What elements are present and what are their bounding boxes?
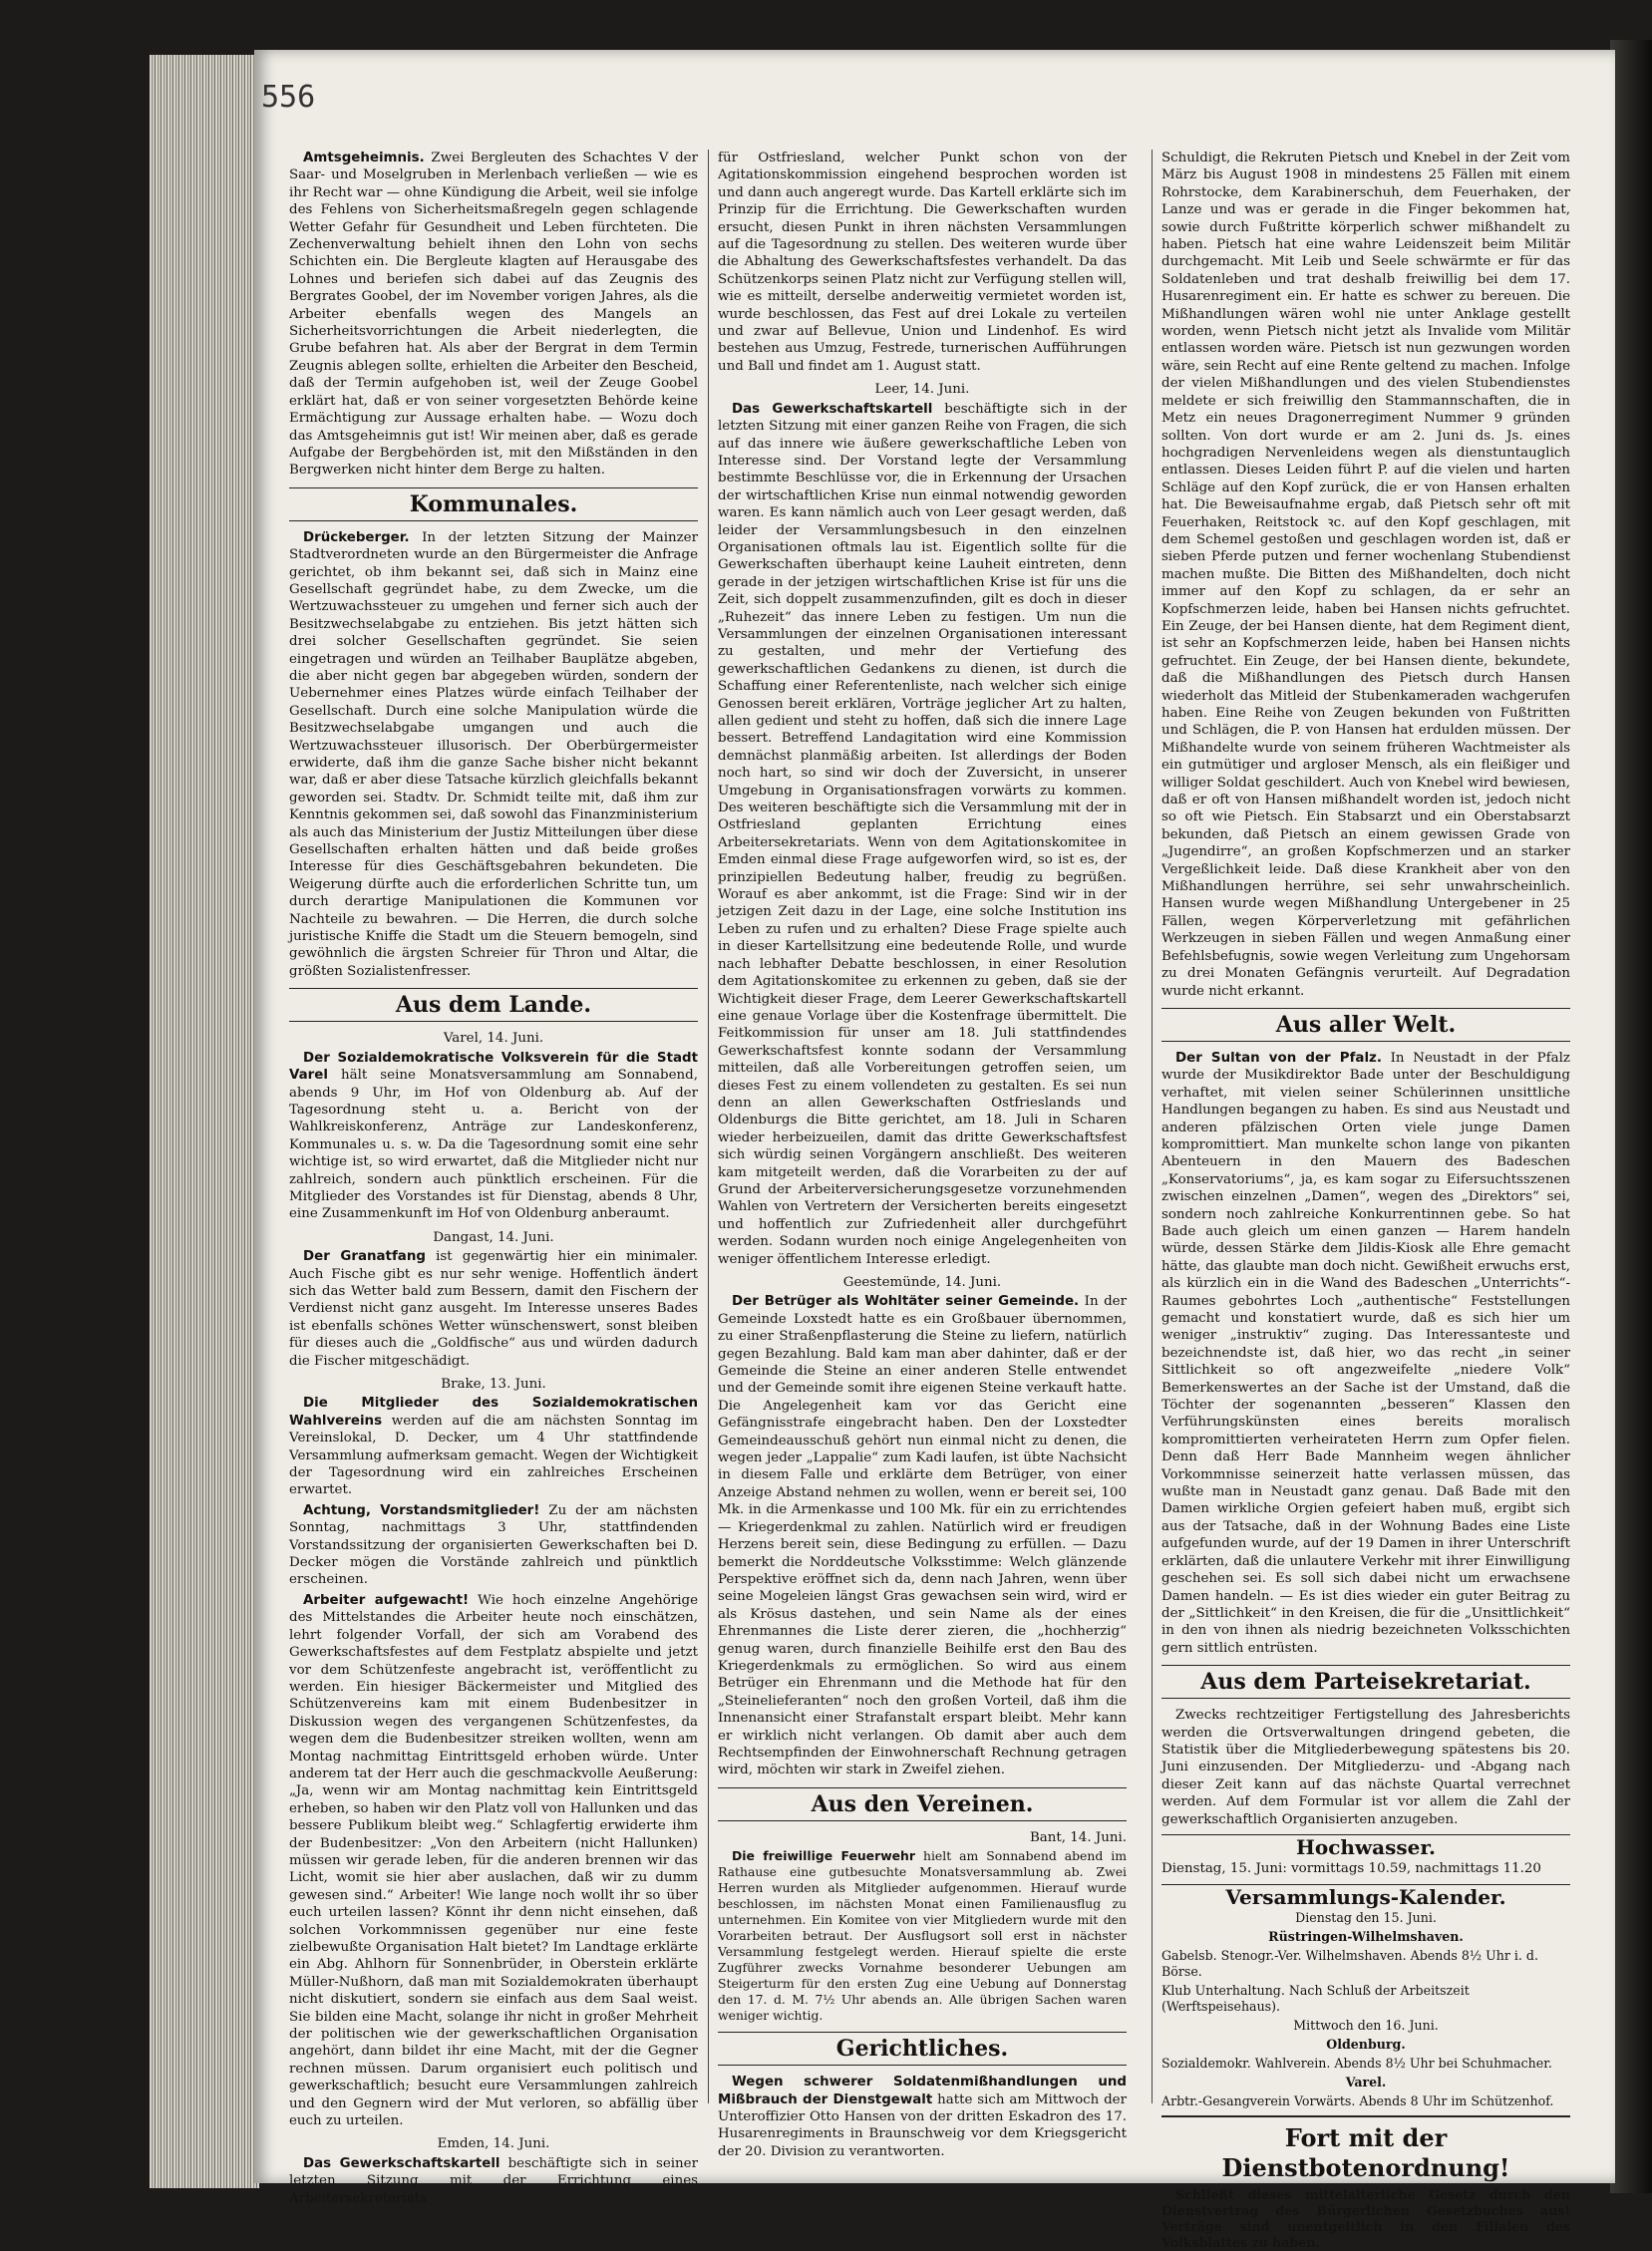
section-heading-gerichtliches: Gerichtliches. (718, 2032, 1127, 2066)
banner-heading: Fort mit der Dienstbotenordnung! (1161, 2115, 1570, 2183)
article-brake (289, 1395, 698, 1498)
article-text: hält seine Monatsversammlung am Sonnabend, abends 9 Uhr, im Hof von Oldenburg ab. Auf der Tagesordnung steht u. a. Bericht von der Wahlkreiskonferenz, Anträge zur Landeskonferenz, Kommunales u. s. w. Da die Tagesordnung somit eine sehr wichtige ist, so wird erwartet, daß die Mitglieder nicht nur zahlreich, sondern auch pünktlich erscheinen. Für die Mitglieder des Vorstandes ist für Dienstag, abends 8 Uhr, eine Zusammenkunft im Hof von Oldenburg anberaumt. (289, 1068, 698, 1222)
article-text: In Neustadt in der Pfalz wurde der Musikdirektor Bade unter der Beschuldigung verhaftet, mit vielen seiner Schülerinnen unsittliche Handlungen begangen zu haben. Es sind aus Neustadt und anderen pfälzischen Orten viele junge Damen kompromittiert. Man munkelte schon lange von pikanten Abenteuern in den Mauern des Badeschen „Konservatoriums“, ja, es kam sogar zu Eifersuchtsszenen zwischen einzelnen „Damen“, wegen des „Direktors“ sei, sondern noch zahlreiche Konkurrentinnen gebe. So hat Bade auch gleich um einen ganzen — Harem handeln würde, dessen Stärke dem Jildis-Kiosk alle Ehre gemacht hätte, das glaubte man doch nicht. Gewißheit erwuchs erst, als kürzlich ein in die Wand des Badeschen „Unterrichts“-Raumes gebohrtes Loch „authentische“ Feststellungen gemacht und konstatiert wurde, daß es sich hier um weniger „instruktiv“ zuging. Das Interessanteste und bezeichnendste ist, daß hier, wo das recht „in seiner Sittlichkeit so oft angezweifelte „niedere Volk“ Bemerkenswertes an der Sache ist der Umstand, daß die Töchter der sogenannten „besseren“ Klassen den Verführungskünsten eines bereits moralisch kompromittierten verheirateten Herrn zum Opfer fielen. Denn daß Herr Bade Mannheim wegen ähnlicher Vorkommnisse seinerzeit hatte verlassen müssen, das wußte man in Neustadt ganz genau. Daß Bade mit den Damen wirkliche Orgien gefeiert haben muß, ergibt sich aus der Tatsache, daß in der Wohnung Bades eine Liste aufgefunden wurde, auf der 19 Damen in ihrer Unterschrift erklärten, daß die unlautere Verkehr mit ihrer Einwilligung geschehen sei. Es soll sich dabei nicht um erwachsene Damen handeln. — Es ist dies wieder ein guter Beitrag zu der „Sittlichkeit“ in den Kreisen, die für die „Unsittlichkeit“ in den von ihnen als niedrig bezeichneten Volksschichten gern sittlich entrüsten. (1161, 1050, 1570, 1656)
article-text: hatte sich am Mittwoch der Unteroffizier Otto Hansen von der dritten Eskadron des 17. Husarenregiments in Braunschweig vor dem Kriegsgericht der 20. Division zu verantworten. (718, 2091, 1127, 2159)
column-rule (1152, 150, 1153, 2103)
calendar-line: Rüstringen-Wilhelmshaven. (1268, 1929, 1464, 1945)
dateline: Geestemünde, 14. Juni. (842, 1275, 1002, 1290)
article-text: In der letzten Sitzung der Mainzer Stadtverordneten wurde an den Bürgermeister die Anfrage gerichtet, ob ihm bekannt sei, daß sich in Mainz eine Gesellschaft gegründet habe, zu dem Zwecke, um die Wertzuwachssteuer zu umgehen und ferner sich auch der Besitzwechselabgabe zu entziehen. Bis jetzt hätten sich drei solcher Gesellschaften gegründet. Sie seien eingetragen und würden an Teilhaber Bauplätze abgeben, die aber nicht gegen bar abgegeben würden, sondern der Uebernehmer eines Platzes würde einfach Teilhaber der Gesellschaft. Durch eine solche Manipulation würde die Besitzwechselabgabe umgangen und auch die Wertzuwachssteuer illusorisch. Der Oberbürgermeister erwiderte, daß ihm die ganze Sache bisher nicht bekannt war, daß er aber diese Tatsache kürzlich gleichfalls bekannt geworden sei. Stadtv. Dr. Schmidt teilte mit, daß ihm zur Kenntnis gekommen sei, daß sowohl das Finanzministerium als auch das Ministerium der Justiz Mitteilungen über diese Gesellschaften erhalten hätten und daß beide großes Interesse für dies Geschäftsgebahren bekundeten. Die Weigerung dürfte auch die erforderlichen Schritte tun, um durch derartige Manipulationen die Kommunen vor Nachteile zu bewahren. — Die Herren, die durch solche juristische Kniffe die Stadt um die Steuern bemogeln, sind gewöhnlich die ärgsten Schreier für Thron und Altar, die größten Sozialistenfresser. (289, 529, 698, 979)
article-title: Das Gewerkschaftskartell (303, 2155, 500, 2171)
article-text: In der Gemeinde Loxstedt hatte es ein Großbauer übernommen, zu einer Straßenpflasterung die Steine zu liefern, natürlich gegen Bezahlung. Bald kam man aber dahinter, daß er der Gemeinde die Steine an einer anderen Stelle entwendet und der Gemeinde somit ihre eigenen Steine verkauft hatte. Die Angelegenheit kam vor das Gericht eine Gefängnisstrafe eingebracht haben. Den der Loxstedter Gemeindeausschuß gehört nun einmal nicht zu denen, die wegen jeder „Lappalie“ zum Kadi laufen, ist übte Nachsicht in diesem Falle und erklärte dem Betrüger, von einer Anzeige Abstand nehmen zu wollen, wenn er bereit sei, 100 Mk. in die Armenkasse und 100 Mk. für ein zu errichtendes — Kriegerdenkmal zu zahlen. Natürlich wird er freudigen Herzens bereit sein, diese Bedingung zu erfüllen. — Dazu bemerkt die Norddeutsche Volksstimme: Welch glänzende Perspektive eröffnet sich da, denn nach Jahren, wenn über seine Mogeleien längst Gras gewachsen sein wird, wird er als Krösus dastehen, und sein Name als der eines Ehrenmannes die Liste derer zieren, die „hochherzig“ genug waren, durch finanzielle Beihilfe erst den Bau des Kriegerdenkmals zu ermöglichen. So wird aus einem Betrüger ein Ehrenmann und die Methode hat für den „Steinelieferanten“ noch den großen Vorteil, daß ihm die Innenansicht einer Strafanstalt erspart bleibt. Mehr kann er wirklich nicht verlangen. Ob damit aber auch dem Rechtsempfinden der Einwohnerschaft Rechnung getragen wird, möchten wir stark in Zweifel ziehen. (718, 1294, 1127, 1778)
article-title: Der Sultan von der Pfalz. (1175, 1050, 1382, 1066)
article-text: ist gegenwärtig hier ein minimaler. Auch Fische gibt es nur sehr wenige. Hoffentlich ändert sich das Wetter bald zum Bessern, damit den Fischern der Verdienst nicht ganz ausgeht. Im Interesse unseres Bades ist ebenfalls schönes Wetter wünschenswert, sonst bleiben für dieses auch die „Goldfische“ aus und würden dadurch die Fischer mitgeschädigt. (289, 1249, 698, 1369)
article-title: Arbeiter aufgewacht! (303, 1592, 470, 1608)
article-title: Der Sozialdemokratische Volksverein für die Stadt Varel (289, 1050, 698, 1084)
article-title: Wegen schwerer Soldatenmißhandlungen und Mißbrauch der Dienstgewalt (718, 2075, 1127, 2107)
calendar-line: Varel. (1345, 2075, 1387, 2090)
article-text: Zu der am nächsten Sonntag, nachmittags 3 Uhr, stattfindenden Vorstandssitzung der organisierten Gewerkschaften bei D. Decker mögen die Vorstände zahlreich und pünktlich erscheinen. (289, 1502, 699, 1588)
article-drueckeberger (289, 529, 698, 981)
article-bant (718, 1848, 1127, 2024)
article-text: werden auf die am nächsten Sonntag im Vereinslokal, D. Decker, um 4 Uhr stattfindende Versammlung aufmerksam gemacht. Wegen der Wichtigkeit der Tagesordnung wird ein zahlreiches Erscheinen erwartet. (289, 1413, 698, 1498)
article-varel (289, 1050, 698, 1223)
article-sultan (1161, 1050, 1570, 1657)
banner-text: Schließt dieses mittelalterliche Gesetz durch den Dienstvertrag des Bürgerlichen Gesetzbuches aus! Verträge sind unentgeltlich in den Filialen des Volksblattes zu haben. (1161, 2187, 1570, 2251)
article-text: Zwei Bergleuten des Schachtes V der Saar- und Moselgruben in Merlenbach verließen — wie es ihr Recht war — ohne Kündigung die Arbeit, weil sie infolge des Fehlens von Sicherheitsmaßregeln gegen schlagende Wetter Gefahr für Gesundheit und Leben fürchteten. Die Zechenverwaltung behielt ihnen den Lohn von sechs Schichten ein. Die Bergleute klagten auf Herausgabe des Lohnes und beriefen sich dabei auf das Zeugnis des Bergrates Goobel, der im November vorigen Jahres, als die Arbeiter ebenfalls wegen des Mangels an Sicherheitsvorrichtungen die Arbeit niederlegten, die Grube befahren hat. Als aber der Bergrat in dem Termin Zeugnis ablegen sollte, erhielten die Arbeiter den Bescheid, daß der Termin aufgehoben ist, weil der Zeuge Goobel erklärt hat, daß er von seiner vorgesetzten Behörde keine Ermächtigung zur Aussage erhalten habe. — Wozu doch das Amtsgeheimnis gut ist! Wir meinen aber, daß es gerade Aufgabe der Bergbehörden ist, mit den Mißständen in den Bergwerken nicht hinter dem Berge zu halten. (289, 151, 698, 479)
section-heading-lande: Aus dem Lande. (289, 988, 698, 1022)
calendar-line: Klub Unterhaltung. Nach Schluß der Arbeitszeit (Werftspeisehaus). (1161, 1983, 1470, 2015)
column-2 (718, 150, 1127, 2159)
article-amtsgeheimnis (289, 150, 698, 480)
dateline: Bant, 14. Juni. (1029, 1829, 1127, 1845)
calendar-heading: Versammlungs-Kalender. (1161, 1884, 1570, 1906)
section-heading-vereinen: Aus den Vereinen. (718, 1787, 1127, 1821)
article-title: Drückeberger. (303, 529, 410, 545)
hochwasser-heading: Hochwasser. (1161, 1834, 1570, 1856)
dateline: Emden, 14. Juni. (437, 2136, 550, 2152)
article-title: Der Granatfang (303, 1249, 426, 1265)
article-arbeiter (289, 1592, 698, 2130)
column-1 (289, 150, 699, 2206)
article-achtung (289, 1502, 698, 1589)
article-title: Die freiwillige Feuerwehr (732, 1848, 915, 1864)
hochwasser-text: Dienstag, 15. Juni: vormittags 10.59, nachmittags 11.20 (1161, 1861, 1541, 1877)
calendar-line: Dienstag den 15. Juni. (1295, 1910, 1437, 1926)
article-emden (289, 2155, 698, 2207)
dateline: Dangast, 14. Juni. (433, 1229, 554, 1245)
dateline: Varel, 14. Juni. (443, 1031, 544, 1047)
article-title: Die Mitglieder des Sozialdemokratischen Wahlvereins (289, 1396, 698, 1429)
article-continuation: Schuldigt, die Rekruten Pietsch und Knebel in der Zeit vom März bis August 1908 in mindestens 25 Fällen mit einem Rohrstocke, dem Karabinerschuh, dem Feuerhaken, der Lanze und was er gerade in die Finger bekommen hat, sowie durch Fußtritte körperlich schwer mißhandelt zu haben. Pietsch hat eine wahre Leidenszeit beim Militär durchgemacht. Mit Leib und Seele schwärmte er für das Soldatenleben und trat deshalb freiwillig bei dem 17. Husarenregiment ein. Er hatte es schwer zu bereuen. Die Mißhandlungen wären wohl nie unter Anklage gestellt worden, wenn Pietsch nicht jetzt als Invalide vom Militär entlassen worden wäre. Pietsch ist nun gezwungen worden wäre, sein Recht auf eine Rente geltend zu machen. Infolge der vielen Mißhandlungen und des vielen Stubendienstes meldete er sich freiwillig den Stammannschaften, die in Metz ein neues Dragonerregiment Nummer 9 gründen sollten. Von dort wurde er am 2. Juni ds. Js. eines hochgradigen Nervenleidens wegen als dienstuntauglich entlassen. Dieses Leiden führt P. auf die vielen und harten Schläge auf den Kopf zurück, die er von Hansen erhalten hat. Die Beweisaufnahme ergab, daß Pietsch sehr oft mit Feuerhaken, Reitstock ꝛc. auf den Kopf geschlagen, mit dem Schemel gestoßen und geschlagen worden ist, daß er sieben Pferde putzen und ferner wochenlang Stubendienst machen mußte. Die Bitten des Mißhandelten, doch nicht immer auf den Kopf zu schlagen, da er sehr an Kopfschmerzen leide, haben bei Hansen nichts gefruchtet. Ein Zeuge, der bei Hansen diente, hat dem Regiment dient, ist sehr an Kopfschmerzen leide, haben bei Hansen nichts gefruchtet. Ein Zeuge, der bei Hansen diente, bekundete, daß die Mißhandlungen des Pietsch durch Hansen wiederholt das Mitleid der Stubenkameraden wachgerufen haben. Eine Reihe von Zeugen bekunden von Fußtritten und Schlägen, die P. von Hansen hat erdulden müssen. Der Mißhandelte wurde von seinem früheren Wachtmeister als ein gutmütiger und argloser Mensch, als ein fleißiger und williger Soldat geschildert. Auch von Knebel wird bewiesen, daß er oft von Hansen mißhandelt worden ist, jedoch nicht so oft wie Pietsch. Ein Stabsarzt und ein Oberstabsarzt bekunden, daß Pietsch an einem gewissen Grade von „Jugendirre“, an großen Kopfschmerzen und an starker Vergeßlichkeit leide. Daß diese Krankheit aber von den Mißhandlungen herrühre, sei sehr unwahrscheinlich. Hansen wurde wegen Mißhandlung Untergebener in 25 Fällen, wegen Körperverletzung mit gefährlichen Werkzeugen in sieben Fällen und wegen Anmaßung einer Befehlsbefugnis, sowie wegen Verleitung zum Ungehorsam zu drei Monaten Gefängnis verurteilt. Auf Degradation wurde nicht erkannt. (1161, 151, 1570, 999)
article-continuation: für Ostfriesland, welcher Punkt schon von der Agitationskommission eingehend besprochen worden ist und dann auch angeregt wurde. Das Kartell erklärte sich im Prinzip für die Errichtung. Die Gewerkschaften wurden ersucht, diesen Punkt in ihren nächsten Versammlungen auf die Tagesordnung zu stellen. Des weiteren wurde über die Abhaltung des Gewerkschaftsfestes verhandelt. Da das Schützenkorps seinen Platz nicht zur Verfügung stellen will, wie es mitteilt, derselbe anderweitig vermietet worden ist, wurde beschlossen, das Fest auf drei Lokale zu verteilen und zwar auf Bellevue, Union und Lindenhof. Es wird bestehen aus Umzug, Festrede, turnerischen Aufführungen und Ball und findet am 1. August statt. (718, 151, 1127, 374)
article-parteisekretariat: Zwecks rechtzeitiger Fertigstellung des Jahresberichts werden die Ortsverwaltungen dringend gebeten, die Statistik über die Mitgliederbewegung spätestens bis 20. Juni einzusenden. Der Mitgliederzu- und -Abgang nach dieser Zeit kann auf das nächste Quartal verrechnet werden. Auf dem Formular ist vor allem die Zahl der gewerkschaftlich Organisierten anzugeben. (1161, 1708, 1570, 1827)
article-geestemuende (718, 1293, 1127, 1778)
calendar-line: Mittwoch den 16. Juni. (1293, 2018, 1439, 2034)
article-text: Wie hoch einzelne Angehörige des Mittelstandes die Arbeiter heute noch einschätzen, lehrt folgender Vorfall, der sich am Vorabend des Gewerkschaftsfestes auf dem Festplatz abspielte und jetzt vor dem Schützenfeste angebracht ist, veröffentlicht zu werden. Ein hiesiger Bäckermeister und Mitglied des Schützenvereins kam mit einem Budenbesitzer in Diskussion wegen des vergangenen Schützenfestes, da wegen dem die Budenbesitzer streiken wollten, wenn am Montag nachmittag Eintrittsgeld erhoben würde. Unter anderem tat der Herr auch die geschmackvolle Aeußerung: „Ja, wenn wir am Montag nachmittag kein Eintrittsgeld erheben, so haben wir den Platz voll von Hallunken und das bessere Publikum bleibt weg.“ Schlagfertig erwiderte ihm der Budenbesitzer: „Von den Arbeitern (nicht Hallunken) müssen wir gerade leben, für die anderen brennen wir das Licht, womit sie hier aber auslachen, daß wir zu dumm gewesen sind.“ Arbeiter! Wie lange noch wollt ihr so über euch urteilen lassen? Könnt ihr denn nicht einsehen, daß solchen Vorkommnissen gegenüber nur eine feste zielbewußte Organisation Halt bietet? Im Landtage erklärte ein Abg. Ahlhorn für Sonnenbrüder, in Oberstein erklärte Müller-Nußhorn, daß man mit Sozialdemokraten überhaupt nicht diskutiert, sondern sie einfach aus dem Saal weist. Sie bilden eine Macht, solange ihr nicht in großer Mehrheit der politischen wie der gewerkschaftlichen Organisation angehört, dann bildet ihr eine Macht, mit der die Gegner rechnen müssen. Darum organisiert euch politisch und gewerkschaftlich; besucht eure Versammlungen zahlreich und den Gegnern wird der Mut verloren, so abfällig über euch zu urteilen. (289, 1592, 698, 2129)
section-heading-kommunales: Kommunales. (289, 487, 698, 521)
article-title: Das Gewerkschaftskartell (732, 401, 933, 417)
column-rule (708, 150, 709, 2103)
calendar-line: Oldenburg. (1326, 2037, 1406, 2053)
dateline: Brake, 13. Juni. (441, 1377, 546, 1392)
article-title: Amtsgeheimnis. (303, 151, 425, 165)
article-leer (718, 401, 1127, 1268)
article-text: beschäftigte sich in der letzten Sitzung mit einer ganzen Reihe von Fragen, die sich auf das innere wie äußere gewerkschaftliche Leben von Interesse sind. Der Vorstand legte der Versammlung bestimmte Beschlüsse vor, die in Erkennung der Ursachen der wirtschaftlichen Krise nun einmal notwendig geworden waren. Es kann nämlich auch von Leer gesagt werden, daß leider der Versammlungsbesuch in den einzelnen Organisationen oftmals lau ist. Eigentlich sollte für die Gewerkschaften überhaupt keine Lauheit eintreten, denn gerade in der jetzigen wirtschaftlichen Krise ist für uns die Zeit, sich doppelt zusammenzufinden, gilt es doch in dieser „Ruhezeit“ das innere Leben zu festigen. Um nun die Versammlungen der einzelnen Organisationen interessant zu gestalten, und mehr der Vertiefung des gewerkschaftlichen Gedankens zu dienen, ist durch die Schaffung einer Referentenliste, nach welcher sich einige Genossen bereit erklären, Vorträge jeglicher Art zu halten, allen gedient und steht zu hoffen, daß sich die innere Lage bessert. Betreffend Landagitation wird eine Kommission demnächst planmäßig arbeiten. Ist allerdings der Boden noch hart, so sind wir doch der Zuversicht, in unserer Umgebung in Organisationsfragen vorwärts zu kommen. Des weiteren beschäftigte sich die Versammlung mit der in Ostfriesland geplanten Errichtung eines Arbeitersekretariats. Wenn von dem Agitationskomitee in Emden einmal diese Frage aufgeworfen wird, so ist es, der prinzipiellen Bedeutung halber, freudig zu begrüßen. Worauf es aber ankommt, ist die Frage: Sind wir in der jetzigen Zeit dazu in der Lage, eine solche Institution ins Leben zu rufen und zu erhalten? Diese Frage spielte auch in dieser Kartellsitzung eine bedeutende Rolle, und wurde nach lebhafter Debatte beschlossen, in einer Resolution dem Agitationskomitee zu erkennen zu geben, daß sie der Wichtigkeit dieser Frage, dem Leerer Gewerkschaftskartell eine genaue Vorlage über die Kostenfrage übermittelt. Die Feitkommission für unser am 18. Juli stattfindendes Gewerkschaftsfest konnte sodann der Versammlung mitteilen, daß alle Vorbereitungen getroffen seien, um dieses Fest zu einem vollendeten zu gestalten. Es sei nun denn an allen Gewerkschaften Ostfrieslands und Oldenburgs die Bitte gerichtet, am 18. Juli in Scharen wieder herbeizueilen, damit das dritte Gewerkschaftsfest sich würdig seinen Vorgängern anschließt. Des weiteren kam mitgeteilt werden, daß die Vorarbeiten zu der auf Grund der Arbeiterversicherungsgesetze vorzunehmenden Wahlen von Vertretern der Versicherten bereits eingesetzt und hoffentlich zur Zufriedenheit aller durchgeführt werden. Sodann wurden noch einige Angelegenheiten von weniger öffentlichem Interesse erledigt. (718, 401, 1127, 1267)
dateline: Leer, 14. Juni. (874, 382, 970, 398)
book-binding (1610, 40, 1652, 2193)
column-3 (1161, 150, 1570, 2251)
article-title: Der Betrüger als Wohltäter seiner Gemeinde. (732, 1294, 1080, 1310)
article-dangast (289, 1248, 698, 1370)
section-heading-welt: Aus aller Welt. (1161, 1008, 1570, 1042)
calendar-line: Arbtr.-Gesangverein Vorwärts. Abends 8 Uhr im Schützenhof. (1161, 2093, 1554, 2109)
article-text: hielt am Sonnabend abend im Rathause eine gutbesuchte Monatsversammlung ab. Zwei Herren wurden als Mitglieder aufgenommen. Hierauf wurde beschlossen, im nächsten Monat einen Familienausflug zu unternehmen. Ein Komitee von vier Mitgliedern wurde mit den Vorarbeiten betraut. Der Ausflugsort soll erst in nächster Versammlung festgelegt werden. Hierauf spielte die erste Zugführer zwecks Vornahme besonderer Uebungen am Steigerturm für den ersten Zug eine Uebung auf Donnerstag den 17. d. M. 7½ Uhr abends an. Alle übrigen Sachen waren weniger wichtig. (718, 1848, 1127, 2024)
calendar-line: Sozialdemokr. Wahlverein. Abends 8½ Uhr bei Schuhmacher. (1161, 2056, 1552, 2072)
page-number: 556 (261, 80, 316, 115)
article-text: beschäftigte sich in seiner letzten Sitzung mit der Errichtung eines Arbeitersekretariats (289, 2155, 698, 2206)
article-gerichtliches (718, 2074, 1127, 2160)
calendar-line: Gabelsb. Stenogr.-Ver. Wilhelmshaven. Abends 8½ Uhr i. d. Börse. (1161, 1948, 1538, 1980)
section-heading-parteisekretariat: Aus dem Parteisekretariat. (1161, 1665, 1570, 1699)
book-page-edges (150, 55, 259, 2188)
article-title: Achtung, Vorstandsmitglieder! (303, 1502, 540, 1518)
